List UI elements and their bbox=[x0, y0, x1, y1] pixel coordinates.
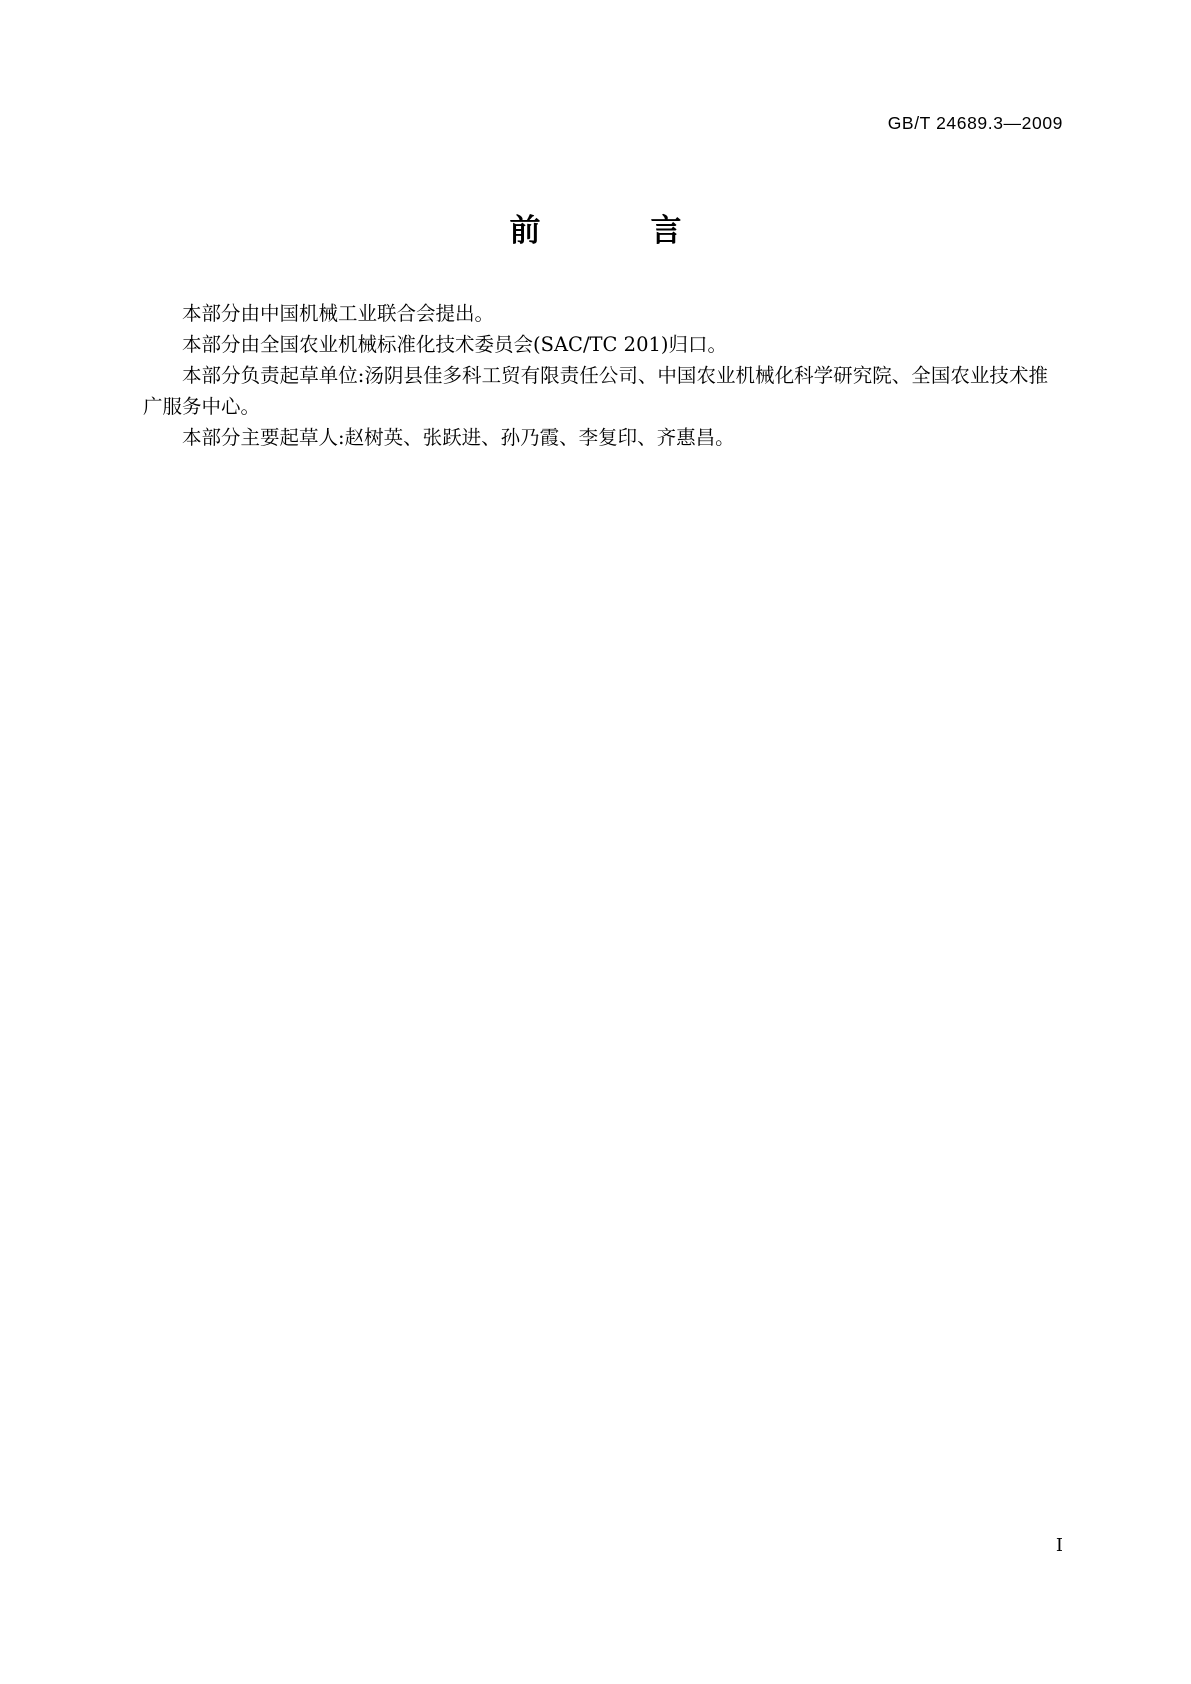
paragraph: 本部分负责起草单位:汤阴县佳多科工贸有限责任公司、中国农业机械化科学研究院、全国农业技术推广服务中心。 bbox=[143, 364, 1048, 418]
foreword-body bbox=[143, 298, 1048, 453]
paragraph: 本部分主要起草人:赵树英、张跃进、孙乃霞、李复印、齐惠昌。 bbox=[182, 426, 735, 449]
paragraph: 本部分由中国机械工业联合会提出。 bbox=[182, 302, 495, 325]
page-title: 前 言 bbox=[509, 213, 698, 249]
page-number: I bbox=[1055, 1535, 1063, 1556]
paragraph: 本部分由全国农业机械标准化技术委员会(SAC/TC 201)归口。 bbox=[182, 333, 727, 356]
standard-number-header: GB/T 24689.3—2009 bbox=[887, 113, 1063, 133]
